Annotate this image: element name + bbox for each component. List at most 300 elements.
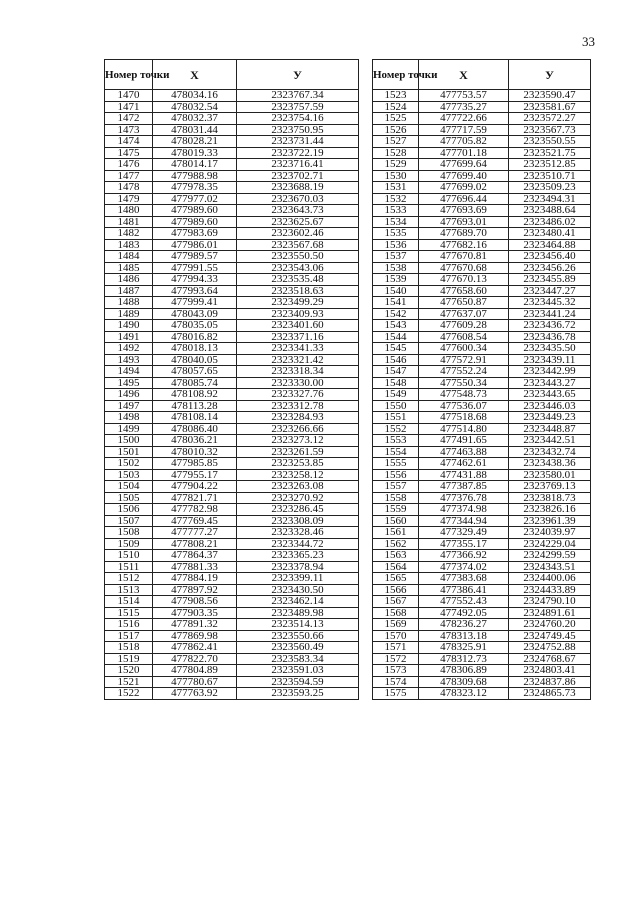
table-row	[105, 389, 359, 401]
y-coordinate-cell: 2323826.16	[509, 504, 591, 516]
table-row	[105, 113, 359, 125]
x-coordinate-cell: 478113.28	[153, 400, 237, 412]
x-coordinate-cell: 478019.33	[153, 147, 237, 159]
point-number-cell: 1485	[105, 262, 153, 274]
point-number-cell: 1472	[105, 113, 153, 125]
point-number-cell: 1537	[373, 251, 419, 263]
x-coordinate-cell: 478032.37	[153, 113, 237, 125]
table-row	[105, 630, 359, 642]
point-number-cell: 1536	[373, 239, 419, 251]
y-coordinate-cell: 2323318.34	[237, 366, 359, 378]
table-row	[105, 538, 359, 550]
y-coordinate-cell: 2323567.73	[509, 124, 591, 136]
y-coordinate-cell: 2323446.03	[509, 400, 591, 412]
table-row	[105, 653, 359, 665]
x-coordinate-cell: 477989.57	[153, 251, 237, 263]
point-number-cell: 1492	[105, 343, 153, 355]
x-coordinate-cell: 478016.82	[153, 331, 237, 343]
x-coordinate-cell: 477536.07	[419, 400, 509, 412]
point-number-cell: 1490	[105, 320, 153, 332]
table-row	[373, 331, 591, 343]
point-number-cell: 1525	[373, 113, 419, 125]
y-coordinate-cell: 2323308.09	[237, 515, 359, 527]
x-coordinate-cell: 477908.56	[153, 596, 237, 608]
table-row	[373, 228, 591, 240]
x-coordinate-cell: 477769.45	[153, 515, 237, 527]
x-coordinate-cell: 477689.70	[419, 228, 509, 240]
point-number-cell: 1555	[373, 458, 419, 470]
point-number-cell: 1567	[373, 596, 419, 608]
x-coordinate-cell: 477989.60	[153, 216, 237, 228]
table-row	[373, 297, 591, 309]
point-number-cell: 1483	[105, 239, 153, 251]
table-row	[105, 262, 359, 274]
y-coordinate-cell: 2323583.34	[237, 653, 359, 665]
y-coordinate-cell: 2323344.72	[237, 538, 359, 550]
table-row	[373, 251, 591, 263]
x-coordinate-cell: 477777.27	[153, 527, 237, 539]
table-row	[105, 688, 359, 700]
y-coordinate-cell: 2323378.94	[237, 561, 359, 573]
y-coordinate-cell: 2323494.31	[509, 193, 591, 205]
table-row	[373, 205, 591, 217]
table-row	[373, 239, 591, 251]
y-coordinate-cell: 2323512.85	[509, 159, 591, 171]
y-coordinate-cell: 2323284.93	[237, 412, 359, 424]
y-coordinate-cell: 2323432.74	[509, 446, 591, 458]
point-number-cell: 1541	[373, 297, 419, 309]
table-row	[373, 170, 591, 182]
y-coordinate-cell: 2323270.92	[237, 492, 359, 504]
x-coordinate-cell: 477897.92	[153, 584, 237, 596]
point-number-cell: 1486	[105, 274, 153, 286]
x-coordinate-cell: 477670.68	[419, 262, 509, 274]
point-number-cell: 1511	[105, 561, 153, 573]
y-coordinate-cell: 2323716.41	[237, 159, 359, 171]
y-coordinate-cell: 2324752.88	[509, 642, 591, 654]
x-coordinate-cell: 478306.89	[419, 665, 509, 677]
table-row	[105, 182, 359, 194]
point-number-cell: 1496	[105, 389, 153, 401]
y-coordinate-cell: 2323602.46	[237, 228, 359, 240]
table-row	[373, 665, 591, 677]
x-coordinate-cell: 478108.92	[153, 389, 237, 401]
table-row	[373, 550, 591, 562]
point-number-cell: 1506	[105, 504, 153, 516]
table-row	[105, 205, 359, 217]
table-row	[105, 147, 359, 159]
x-coordinate-cell: 478035.05	[153, 320, 237, 332]
x-coordinate-cell: 477994.33	[153, 274, 237, 286]
table-row	[105, 354, 359, 366]
x-coordinate-cell: 478086.40	[153, 423, 237, 435]
y-coordinate-cell: 2323266.66	[237, 423, 359, 435]
x-coordinate-cell: 477550.34	[419, 377, 509, 389]
x-coordinate-cell: 477862.41	[153, 642, 237, 654]
x-coordinate-cell: 478032.54	[153, 101, 237, 113]
point-number-cell: 1539	[373, 274, 419, 286]
point-number-cell: 1480	[105, 205, 153, 217]
y-coordinate-cell: 2323489.98	[237, 607, 359, 619]
x-coordinate-cell: 478313.18	[419, 630, 509, 642]
x-coordinate-cell: 478309.68	[419, 676, 509, 688]
table-row	[105, 193, 359, 205]
y-coordinate-cell: 2324433.89	[509, 584, 591, 596]
point-number-cell: 1500	[105, 435, 153, 447]
x-coordinate-cell: 477463.88	[419, 446, 509, 458]
table-row	[105, 274, 359, 286]
point-number-cell: 1477	[105, 170, 153, 182]
x-coordinate-cell: 478085.74	[153, 377, 237, 389]
point-number-cell: 1524	[373, 101, 419, 113]
point-number-cell: 1516	[105, 619, 153, 631]
x-coordinate-cell: 477608.54	[419, 331, 509, 343]
table-row	[373, 423, 591, 435]
y-coordinate-cell: 2323754.16	[237, 113, 359, 125]
y-coordinate-cell: 2323327.76	[237, 389, 359, 401]
point-number-cell: 1552	[373, 423, 419, 435]
table-row	[373, 573, 591, 585]
point-number-cell: 1530	[373, 170, 419, 182]
y-coordinate-cell: 2323442.51	[509, 435, 591, 447]
y-coordinate-cell: 2323445.32	[509, 297, 591, 309]
table-row	[105, 159, 359, 171]
table-row	[105, 90, 359, 102]
y-coordinate-cell: 2324039.97	[509, 527, 591, 539]
y-coordinate-cell: 2323263.08	[237, 481, 359, 493]
y-coordinate-cell: 2323757.59	[237, 101, 359, 113]
table-row	[105, 228, 359, 240]
table-row	[105, 435, 359, 447]
x-coordinate-cell: 478323.12	[419, 688, 509, 700]
y-coordinate-cell: 2323543.06	[237, 262, 359, 274]
x-coordinate-cell: 477782.98	[153, 504, 237, 516]
table-row	[105, 285, 359, 297]
x-coordinate-cell: 477329.49	[419, 527, 509, 539]
y-coordinate-cell: 2323688.19	[237, 182, 359, 194]
x-coordinate-cell: 477670.81	[419, 251, 509, 263]
point-number-cell: 1548	[373, 377, 419, 389]
y-coordinate-cell: 2323731.44	[237, 136, 359, 148]
table-row	[105, 596, 359, 608]
x-coordinate-cell: 478236.27	[419, 619, 509, 631]
table-row	[373, 458, 591, 470]
point-number-cell: 1491	[105, 331, 153, 343]
x-coordinate-cell: 477491.65	[419, 435, 509, 447]
x-coordinate-cell: 477903.35	[153, 607, 237, 619]
point-number-cell: 1569	[373, 619, 419, 631]
table-row	[373, 159, 591, 171]
point-number-cell: 1474	[105, 136, 153, 148]
table-row	[105, 504, 359, 516]
point-number-cell: 1547	[373, 366, 419, 378]
x-coordinate-cell: 477699.64	[419, 159, 509, 171]
point-number-cell: 1538	[373, 262, 419, 274]
table-row	[105, 251, 359, 263]
point-number-cell: 1531	[373, 182, 419, 194]
y-coordinate-cell: 2323447.27	[509, 285, 591, 297]
x-coordinate-cell: 477374.02	[419, 561, 509, 573]
table-row	[105, 124, 359, 136]
table-row	[373, 193, 591, 205]
table-row	[373, 262, 591, 274]
y-coordinate-cell: 2323436.78	[509, 331, 591, 343]
point-number-cell: 1542	[373, 308, 419, 320]
x-coordinate-cell: 477386.41	[419, 584, 509, 596]
table-row	[373, 285, 591, 297]
point-number-cell: 1470	[105, 90, 153, 102]
table-row	[105, 527, 359, 539]
point-number-cell: 1574	[373, 676, 419, 688]
y-coordinate-cell: 2323261.59	[237, 446, 359, 458]
x-coordinate-cell: 477552.24	[419, 366, 509, 378]
x-coordinate-cell: 478312.73	[419, 653, 509, 665]
point-number-cell: 1575	[373, 688, 419, 700]
header-point-number: Номер точки	[373, 60, 419, 90]
table-row	[105, 101, 359, 113]
table-row	[105, 366, 359, 378]
y-coordinate-cell: 2323550.50	[237, 251, 359, 263]
y-coordinate-cell: 2324891.61	[509, 607, 591, 619]
point-number-cell: 1523	[373, 90, 419, 102]
point-number-cell: 1565	[373, 573, 419, 585]
point-number-cell: 1562	[373, 538, 419, 550]
table-row	[373, 630, 591, 642]
y-coordinate-cell: 2323253.85	[237, 458, 359, 470]
table-row	[105, 676, 359, 688]
x-coordinate-cell: 477717.59	[419, 124, 509, 136]
table-row	[105, 216, 359, 228]
y-coordinate-cell: 2323580.01	[509, 469, 591, 481]
point-number-cell: 1484	[105, 251, 153, 263]
x-coordinate-cell: 478057.65	[153, 366, 237, 378]
y-coordinate-cell: 2323435.50	[509, 343, 591, 355]
y-coordinate-cell: 2323550.66	[237, 630, 359, 642]
point-number-cell: 1499	[105, 423, 153, 435]
table-row	[373, 113, 591, 125]
point-number-cell: 1571	[373, 642, 419, 654]
table-row	[373, 412, 591, 424]
point-number-cell: 1510	[105, 550, 153, 562]
point-number-cell: 1529	[373, 159, 419, 171]
y-coordinate-cell: 2323328.46	[237, 527, 359, 539]
point-number-cell: 1513	[105, 584, 153, 596]
point-number-cell: 1504	[105, 481, 153, 493]
point-number-cell: 1487	[105, 285, 153, 297]
point-number-cell: 1550	[373, 400, 419, 412]
table-row	[105, 515, 359, 527]
y-coordinate-cell: 2323430.50	[237, 584, 359, 596]
y-coordinate-cell: 2324865.73	[509, 688, 591, 700]
y-coordinate-cell: 2323399.11	[237, 573, 359, 585]
point-number-cell: 1509	[105, 538, 153, 550]
y-coordinate-cell: 2323443.65	[509, 389, 591, 401]
point-number-cell: 1505	[105, 492, 153, 504]
y-coordinate-cell: 2323509.23	[509, 182, 591, 194]
table-row	[105, 584, 359, 596]
x-coordinate-cell: 477670.13	[419, 274, 509, 286]
table-row	[105, 343, 359, 355]
x-coordinate-cell: 477780.67	[153, 676, 237, 688]
point-number-cell: 1476	[105, 159, 153, 171]
y-coordinate-cell: 2323521.75	[509, 147, 591, 159]
y-coordinate-cell: 2323448.87	[509, 423, 591, 435]
page-number: 33	[582, 34, 595, 49]
y-coordinate-cell: 2324229.04	[509, 538, 591, 550]
point-number-cell: 1564	[373, 561, 419, 573]
point-number-cell: 1508	[105, 527, 153, 539]
y-coordinate-cell: 2324343.51	[509, 561, 591, 573]
y-coordinate-cell: 2323330.00	[237, 377, 359, 389]
y-coordinate-cell: 2323480.41	[509, 228, 591, 240]
y-coordinate-cell: 2323722.19	[237, 147, 359, 159]
x-coordinate-cell: 477989.60	[153, 205, 237, 217]
y-coordinate-cell: 2323462.14	[237, 596, 359, 608]
table-row	[105, 573, 359, 585]
y-coordinate-cell: 2324790.10	[509, 596, 591, 608]
y-coordinate-cell: 2324760.20	[509, 619, 591, 631]
table-row	[105, 469, 359, 481]
x-coordinate-cell: 478325.91	[419, 642, 509, 654]
table-row	[105, 561, 359, 573]
point-number-cell: 1534	[373, 216, 419, 228]
coordinates-table-left	[104, 59, 359, 700]
point-number-cell: 1540	[373, 285, 419, 297]
x-coordinate-cell: 477572.91	[419, 354, 509, 366]
table-row	[373, 377, 591, 389]
x-coordinate-cell: 477383.68	[419, 573, 509, 585]
table-row	[373, 527, 591, 539]
point-number-cell: 1533	[373, 205, 419, 217]
point-number-cell: 1566	[373, 584, 419, 596]
x-coordinate-cell: 478028.21	[153, 136, 237, 148]
table-row	[105, 446, 359, 458]
x-coordinate-cell: 477735.27	[419, 101, 509, 113]
point-number-cell: 1502	[105, 458, 153, 470]
point-number-cell: 1546	[373, 354, 419, 366]
table-row	[105, 297, 359, 309]
x-coordinate-cell: 477344.94	[419, 515, 509, 527]
y-coordinate-cell: 2323401.60	[237, 320, 359, 332]
x-coordinate-cell: 477514.80	[419, 423, 509, 435]
y-coordinate-cell: 2323572.27	[509, 113, 591, 125]
point-number-cell: 1553	[373, 435, 419, 447]
table-row	[373, 676, 591, 688]
y-coordinate-cell: 2323258.12	[237, 469, 359, 481]
point-number-cell: 1498	[105, 412, 153, 424]
point-number-cell: 1532	[373, 193, 419, 205]
table-row	[373, 320, 591, 332]
y-coordinate-cell: 2323625.67	[237, 216, 359, 228]
x-coordinate-cell: 477374.98	[419, 504, 509, 516]
table-row	[105, 331, 359, 343]
y-coordinate-cell: 2323442.99	[509, 366, 591, 378]
x-coordinate-cell: 477609.28	[419, 320, 509, 332]
x-coordinate-cell: 478036.21	[153, 435, 237, 447]
x-coordinate-cell: 477705.82	[419, 136, 509, 148]
x-coordinate-cell: 477366.92	[419, 550, 509, 562]
table-row	[373, 642, 591, 654]
x-coordinate-cell: 477431.88	[419, 469, 509, 481]
x-coordinate-cell: 477884.19	[153, 573, 237, 585]
x-coordinate-cell: 477376.78	[419, 492, 509, 504]
point-number-cell: 1572	[373, 653, 419, 665]
table-row	[373, 481, 591, 493]
y-coordinate-cell: 2323456.40	[509, 251, 591, 263]
header-y: У	[509, 60, 591, 90]
x-coordinate-cell: 477701.18	[419, 147, 509, 159]
table-row	[373, 124, 591, 136]
y-coordinate-cell: 2323590.47	[509, 90, 591, 102]
x-coordinate-cell: 477658.60	[419, 285, 509, 297]
table-row	[373, 400, 591, 412]
point-number-cell: 1475	[105, 147, 153, 159]
point-number-cell: 1545	[373, 343, 419, 355]
table-row	[373, 504, 591, 516]
x-coordinate-cell: 477993.64	[153, 285, 237, 297]
x-coordinate-cell: 478010.32	[153, 446, 237, 458]
point-number-cell: 1501	[105, 446, 153, 458]
y-coordinate-cell: 2323365.23	[237, 550, 359, 562]
point-number-cell: 1497	[105, 400, 153, 412]
table-row	[373, 136, 591, 148]
point-number-cell: 1561	[373, 527, 419, 539]
x-coordinate-cell: 477821.71	[153, 492, 237, 504]
y-coordinate-cell: 2323286.45	[237, 504, 359, 516]
point-number-cell: 1481	[105, 216, 153, 228]
header-x: X	[419, 60, 509, 90]
x-coordinate-cell: 477983.69	[153, 228, 237, 240]
point-number-cell: 1522	[105, 688, 153, 700]
table-row	[105, 550, 359, 562]
table-row	[373, 435, 591, 447]
point-number-cell: 1556	[373, 469, 419, 481]
header-x: X	[153, 60, 237, 90]
y-coordinate-cell: 2323341.33	[237, 343, 359, 355]
point-number-cell: 1494	[105, 366, 153, 378]
point-number-cell: 1535	[373, 228, 419, 240]
y-coordinate-cell: 2323581.67	[509, 101, 591, 113]
y-coordinate-cell: 2323514.13	[237, 619, 359, 631]
y-coordinate-cell: 2324768.67	[509, 653, 591, 665]
x-coordinate-cell: 477693.01	[419, 216, 509, 228]
y-coordinate-cell: 2323670.03	[237, 193, 359, 205]
x-coordinate-cell: 477822.70	[153, 653, 237, 665]
table-row	[373, 515, 591, 527]
x-coordinate-cell: 477518.68	[419, 412, 509, 424]
table-row	[373, 538, 591, 550]
y-coordinate-cell: 2323594.59	[237, 676, 359, 688]
table-row	[105, 607, 359, 619]
table-row	[373, 147, 591, 159]
table-row	[105, 642, 359, 654]
x-coordinate-cell: 477552.43	[419, 596, 509, 608]
point-number-cell: 1478	[105, 182, 153, 194]
point-number-cell: 1515	[105, 607, 153, 619]
x-coordinate-cell: 477696.44	[419, 193, 509, 205]
table-row	[105, 412, 359, 424]
x-coordinate-cell: 477869.98	[153, 630, 237, 642]
point-number-cell: 1557	[373, 481, 419, 493]
y-coordinate-cell: 2323486.02	[509, 216, 591, 228]
x-coordinate-cell: 477881.33	[153, 561, 237, 573]
point-number-cell: 1543	[373, 320, 419, 332]
point-number-cell: 1489	[105, 308, 153, 320]
y-coordinate-cell: 2323591.03	[237, 665, 359, 677]
table-row	[373, 389, 591, 401]
point-number-cell: 1563	[373, 550, 419, 562]
point-number-cell: 1517	[105, 630, 153, 642]
